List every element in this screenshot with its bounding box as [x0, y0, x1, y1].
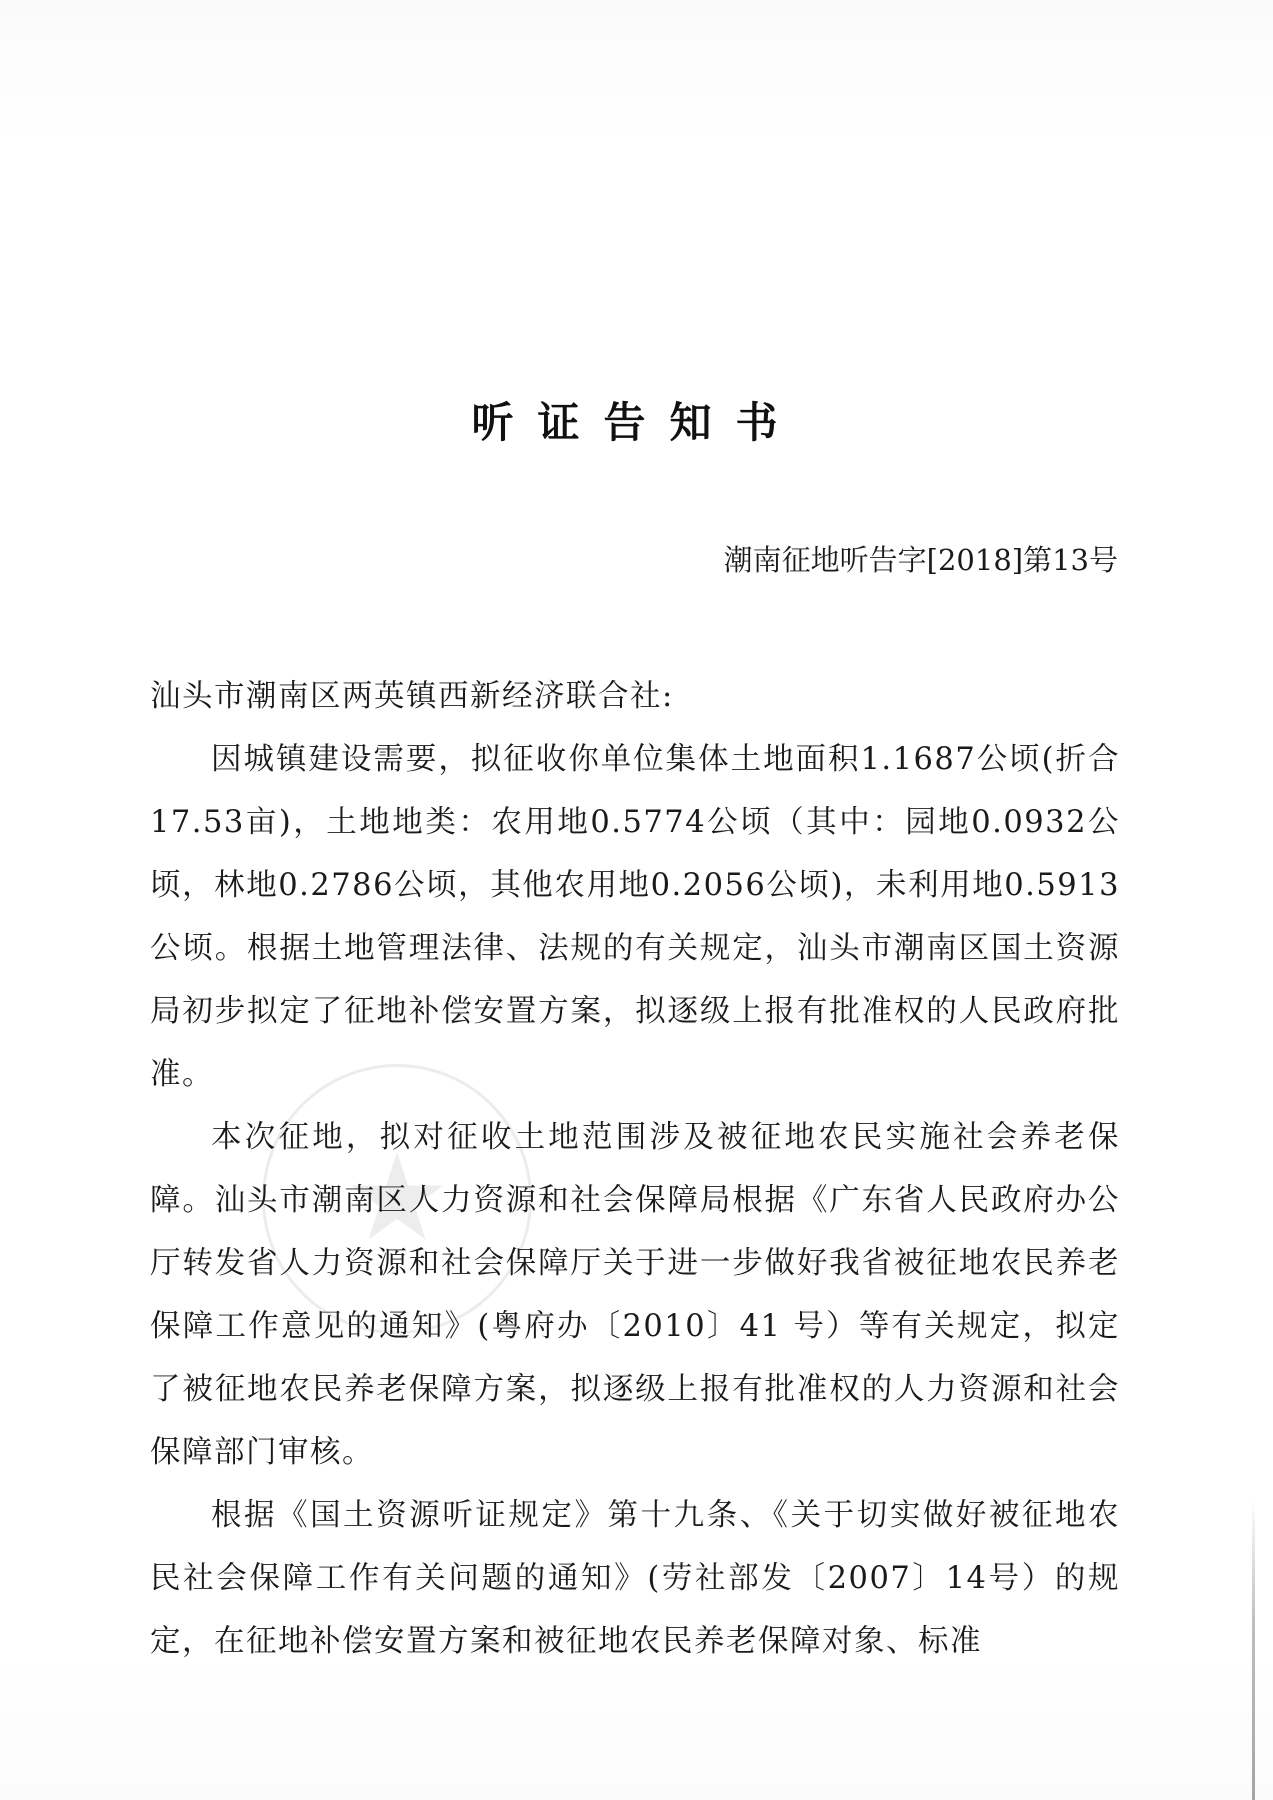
scan-edge-shadow — [1252, 1500, 1255, 1800]
document-number: 潮南征地听告字[2018]第13号 — [723, 543, 1118, 577]
document-title: 听证告知书 — [471, 398, 802, 447]
paragraph-hearing-basis: 根据《国土资源听证规定》第十九条、《关于切实做好被征地农民社会保障工作有关问题的通知》(劳社部发〔2007〕14号）的规定，在征地补偿安置方案和被征地农民养老保障对象、标准 — [150, 1498, 1120, 1659]
paragraph-land-acquisition: 因城镇建设需要，拟征收你单位集体土地面积1.1687公顷(折合17.53亩)，土地地类：农用地0.5774公顷（其中：园地0.0932公顷，林地0.2786公顷，其他农用地0.2056公顷)，未利用地0.5913公顷。根据土地管理法律、法规的有关规定，汕头市潮南区国土资源局初步拟定了征地补偿安置方案，拟逐级上报有批准权的人民政府批准。 — [150, 742, 1120, 1092]
addressee: 汕头市潮南区两英镇西新经济联合社: — [150, 679, 674, 714]
paragraph-pension-security: 本次征地，拟对征收土地范围涉及被征地农民实施社会养老保障。汕头市潮南区人力资源和社会保障局根据《广东省人民政府办公厅转发省人力资源和社会保障厅关于进一步做好我省被征地农民养老保障工作意见的通知》(粤府办〔2010〕41 号）等有关规定，拟定了被征地农民养老保障方案，拟逐级上报有批准权的人力资源和社会保障部门审核。 — [150, 1120, 1120, 1470]
document-body — [150, 665, 1120, 1673]
seal-star-icon: ★ — [343, 1129, 451, 1268]
